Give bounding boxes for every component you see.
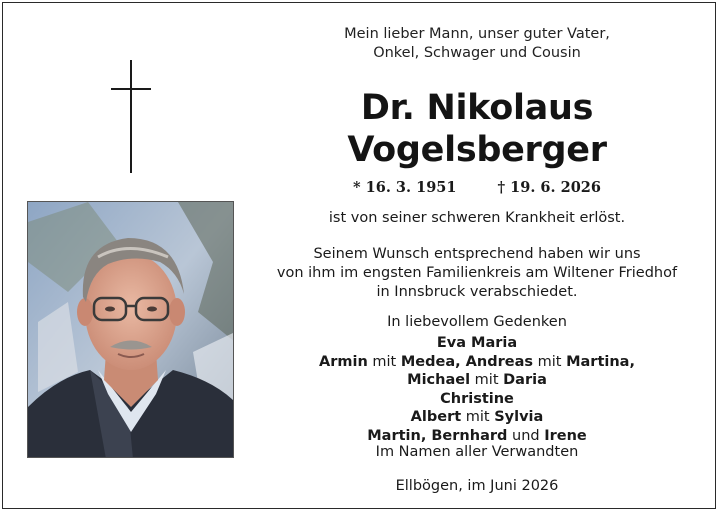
memory-heading: In liebevollem Gedenken [387, 314, 567, 330]
closing-text: Im Namen aller Verwandten [375, 444, 579, 460]
family-name: Michael [407, 372, 471, 388]
family-row [251, 334, 703, 353]
connector: mit [537, 353, 562, 370]
family-name: Christine [440, 390, 514, 407]
family-name: Daria [503, 372, 547, 388]
family-row [251, 390, 703, 409]
family-name: Martina, [566, 353, 635, 370]
intro-line: Onkel, Schwager und Cousin [373, 45, 581, 61]
connector: mit [372, 353, 397, 370]
family-name: Armin [319, 353, 368, 370]
cross-icon [111, 60, 151, 173]
portrait-photo [27, 201, 234, 458]
wish-line: in Innsbruck verabschiedet. [376, 284, 578, 300]
deceased-name [251, 87, 703, 171]
family-name: Albert [410, 409, 462, 425]
wish-line: von ihm im engsten Familienkreis am Wiltener Friedhof [276, 265, 678, 281]
life-dates [251, 179, 703, 197]
name-line: Vogelsberger [347, 130, 607, 170]
released-text: ist von seiner schweren Krankheit erlöst. [328, 210, 626, 226]
wish-text [251, 245, 703, 302]
family-row [251, 371, 703, 390]
family-row [251, 353, 703, 372]
obituary-card [2, 2, 716, 509]
family-name: Sylvia [494, 409, 544, 425]
connector: mit [465, 409, 490, 425]
death-date: † 19. 6. 2026 [497, 179, 601, 196]
family-name: Medea, Andreas [400, 353, 534, 370]
family-row [251, 408, 703, 427]
wish-line: Seinem Wunsch entsprechend haben wir uns [313, 246, 641, 262]
intro-text [251, 25, 703, 63]
connector: mit [474, 372, 499, 388]
family-list [251, 334, 703, 445]
intro-line: Mein lieber Mann, unser guter Vater, [344, 26, 610, 42]
connector: und [512, 427, 540, 444]
family-name: Eva Maria [436, 335, 518, 351]
place-date: Ellbögen, im Juni 2026 [395, 478, 559, 494]
family-name: Irene [544, 427, 587, 444]
name-line: Dr. Nikolaus [360, 88, 594, 128]
birth-date: * 16. 3. 1951 [353, 179, 457, 196]
family-name: Martin, Bernhard [367, 427, 508, 444]
